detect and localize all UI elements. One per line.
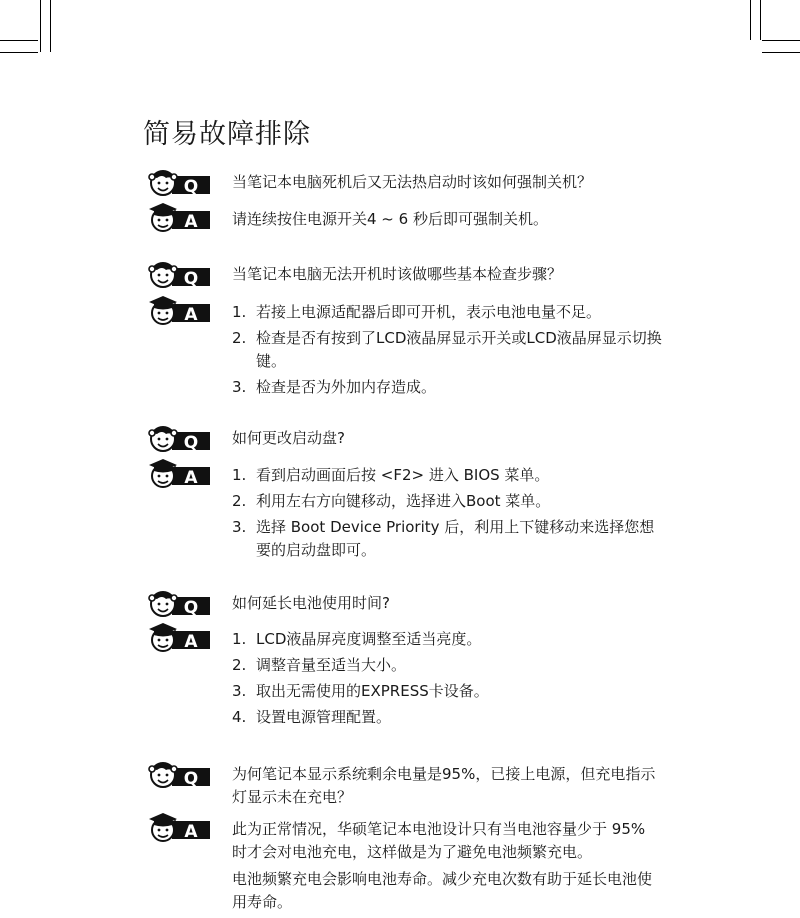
list-item-text: 设置电源管理配置。 [256, 708, 392, 726]
answer-badge-icon [148, 623, 212, 653]
svg-text:A: A [184, 305, 198, 325]
list-item-text: 看到启动画面后按 <F2> 进入 BIOS 菜单。 [256, 466, 550, 484]
question-badge-icon [148, 260, 212, 290]
crop-mark-top-left-v [40, 0, 41, 52]
answer-list-item [232, 706, 662, 729]
question-badge-icon [148, 589, 212, 619]
answer-text [232, 301, 662, 402]
question-badge-icon [148, 424, 212, 454]
answer-paragraph: 请连续按住电源开关4 ~ 6 秒后即可强制关机。 [232, 210, 548, 228]
list-item-number: 1. [232, 630, 247, 648]
list-item-text: 调整音量至适当大小。 [256, 656, 407, 674]
answer-list-item [232, 301, 662, 324]
svg-text:Q: Q [183, 769, 199, 789]
crop-mark-top-left-v2 [50, 0, 51, 52]
answer-list-item [232, 628, 662, 651]
crop-mark-top-right-v [750, 0, 751, 40]
list-item-number: 3. [232, 682, 247, 700]
answer-list-item [232, 516, 662, 562]
crop-mark-top-left-h2 [0, 40, 38, 41]
answer-badge-icon [148, 813, 212, 843]
crop-mark-top-left-h [0, 52, 38, 53]
answer-text [232, 208, 662, 235]
answer-badge-icon [148, 296, 212, 326]
answer-paragraph: 电池频繁充电会影响电池寿命。减少充电次数有助于延长电池使用寿命。 [232, 870, 653, 911]
list-item-text: 检查是否有按到了LCD液晶屏显示开关或LCD液晶屏显示切换键。 [256, 329, 662, 370]
question-text: 如何延长电池使用时间? [232, 594, 390, 612]
list-item-number: 3. [232, 378, 247, 396]
question-text: 为何笔记本显示系统剩余电量是95%，已接上电源，但充电指示灯显示未在充电？ [232, 765, 656, 806]
svg-text:A: A [184, 212, 198, 232]
svg-text:Q: Q [183, 269, 199, 289]
list-item-text: LCD液晶屏亮度调整至适当亮度。 [256, 630, 482, 648]
page-title: 简易故障排除 [143, 119, 311, 150]
crop-mark-top-right-h2 [762, 52, 800, 53]
answer-list-item [232, 464, 662, 487]
answer-list-item [232, 654, 662, 677]
question-text: 如何更改启动盘? [232, 429, 345, 447]
answer-text [232, 464, 662, 565]
svg-text:Q: Q [183, 433, 199, 453]
list-item-number: 4. [232, 708, 247, 726]
svg-text:A: A [184, 822, 198, 842]
question-text: 当笔记本电脑死机后又无法热启动时该如何强制关机？ [232, 173, 593, 191]
list-item-text: 利用左右方向键移动，选择进入Boot 菜单。 [256, 492, 551, 510]
question-badge-icon [148, 168, 212, 198]
question-badge-icon [148, 760, 212, 790]
list-item-text: 取出无需使用的EXPRESS卡设备。 [256, 682, 489, 700]
answer-text [232, 628, 662, 732]
list-item-number: 1. [232, 466, 247, 484]
answer-list-item [232, 327, 662, 373]
answer-list-item [232, 490, 662, 513]
svg-text:A: A [184, 632, 198, 652]
answer-badge-icon [148, 203, 212, 233]
crop-mark-top-right-v2 [760, 0, 761, 40]
list-item-number: 2. [232, 492, 247, 510]
list-item-number: 1. [232, 303, 247, 321]
svg-text:Q: Q [183, 177, 199, 197]
answer-paragraph: 此为正常情况，华硕笔记本电池设计只有当电池容量少于 95% 时才会对电池充电，这样做是为了避免电池频繁充电。 [232, 820, 646, 861]
question-text: 当笔记本电脑无法开机时该做哪些基本检查步骤？ [232, 265, 563, 283]
svg-text:A: A [184, 468, 198, 488]
answer-text [232, 818, 662, 918]
list-item-number: 2. [232, 656, 247, 674]
answer-list-item [232, 680, 662, 703]
list-item-text: 若接上电源适配器后即可开机，表示电池电量不足。 [256, 303, 602, 321]
list-item-text: 选择 Boot Device Priority 后，利用上下键移动来选择您想要的启动盘即可。 [256, 518, 655, 559]
crop-mark-top-right-h [762, 40, 800, 41]
list-item-number: 2. [232, 329, 247, 347]
list-item-number: 3. [232, 518, 247, 536]
answer-badge-icon [148, 459, 212, 489]
svg-text:Q: Q [183, 598, 199, 618]
list-item-text: 检查是否为外加内存造成。 [256, 378, 437, 396]
answer-list-item [232, 376, 662, 399]
